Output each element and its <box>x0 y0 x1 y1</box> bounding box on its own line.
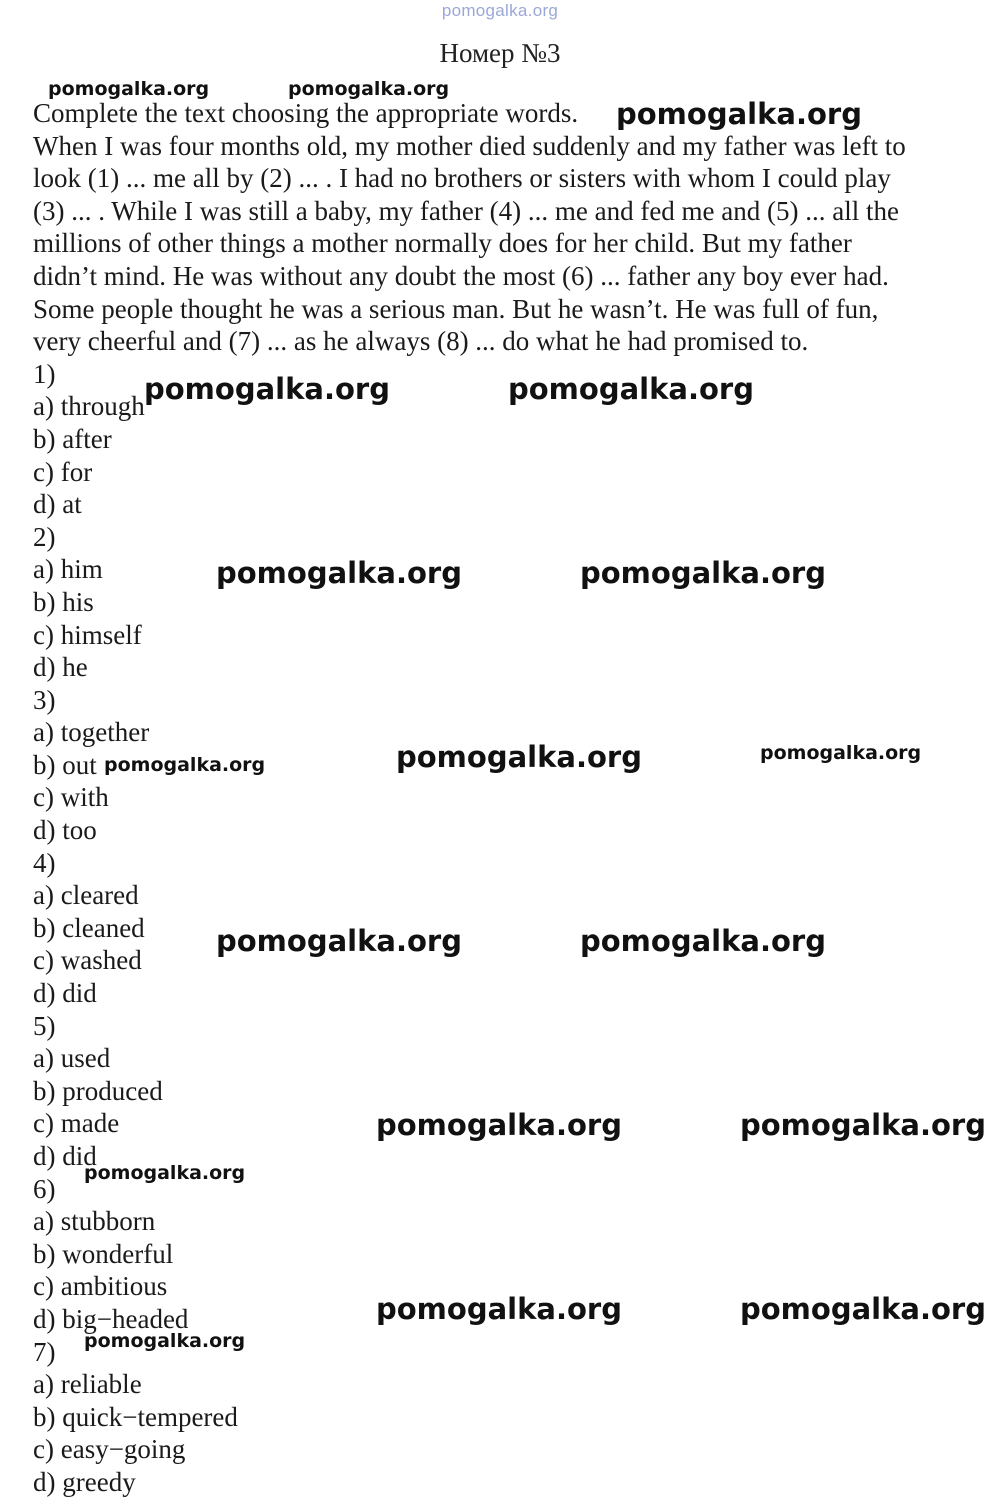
passage-line: very cheerful and (7) ... as he always (8) ... do what he had promised to. <box>33 326 809 357</box>
answer-option: d) did <box>33 978 97 1009</box>
answer-option: b) after <box>33 423 112 454</box>
answer-option: b) out <box>33 749 97 780</box>
question-2 <box>33 521 983 684</box>
answer-option: c) himself <box>33 619 142 650</box>
answer-option: c) ambitious <box>33 1271 168 1302</box>
watermark: pomogalka.org <box>216 556 462 590</box>
watermark: pomogalka.org <box>376 1292 622 1326</box>
question-number: 2) <box>33 521 56 552</box>
answer-option: a) through <box>33 391 145 422</box>
answer-option: b) quick−tempered <box>33 1401 238 1432</box>
passage-line: When I was four months old, my mother died suddenly and my father was left to <box>33 130 906 161</box>
question-7 <box>33 1336 983 1499</box>
question-number: 4) <box>33 847 56 878</box>
passage <box>33 130 983 358</box>
question-number: 1) <box>33 358 56 389</box>
answer-option: a) reliable <box>33 1369 142 1400</box>
answer-option: a) used <box>33 1043 111 1074</box>
watermark: pomogalka.org <box>396 740 642 774</box>
watermark: pomogalka.org <box>84 1330 246 1352</box>
answer-option: b) produced <box>33 1075 163 1106</box>
passage-line: (3) ... . While I was still a baby, my father (4) ... me and fed me and (5) ... all the <box>33 195 899 226</box>
watermark: pomogalka.org <box>740 1108 986 1142</box>
watermark: pomogalka.org <box>216 924 462 958</box>
answer-option: d) he <box>33 652 88 683</box>
answer-option: c) made <box>33 1108 120 1139</box>
answer-option: d) did <box>33 1141 97 1171</box>
question-number: 3) <box>33 684 56 715</box>
watermark: pomogalka.org <box>740 1292 986 1326</box>
watermark: pomogalka.org <box>84 1162 246 1184</box>
watermark: pomogalka.org <box>288 78 450 100</box>
answer-option: a) together <box>33 717 150 748</box>
watermark: pomogalka.org <box>144 372 390 406</box>
answer-option: d) too <box>33 815 97 846</box>
passage-line: Some people thought he was a serious man. But he wasn’t. He was full of fun, <box>33 293 879 324</box>
passage-line: millions of other things a mother normally does for her child. But my father <box>33 228 852 259</box>
question-4 <box>33 847 983 1010</box>
answer-option: c) easy−going <box>33 1434 186 1465</box>
instruction-text: Complete the text choosing the appropriate words. <box>33 98 579 128</box>
watermark: pomogalka.org <box>508 372 754 406</box>
passage-line: didn’t mind. He was without any doubt the most (6) ... father any boy ever had. <box>33 260 889 291</box>
question-number: 7) <box>33 1336 56 1367</box>
answer-option: a) cleared <box>33 880 139 911</box>
question-number: 6) <box>33 1173 56 1204</box>
answer-option: b) wonderful <box>33 1238 174 1269</box>
answer-option: c) washed <box>33 945 142 976</box>
answer-option: a) stubborn <box>33 1206 156 1237</box>
passage-line: look (1) ... me all by (2) ... . I had no brothers or sisters with whom I could play <box>33 163 891 194</box>
answer-option: c) with <box>33 782 109 813</box>
exercise-content <box>33 97 983 1499</box>
watermark: pomogalka.org <box>580 924 826 958</box>
watermark: pomogalka.org <box>760 742 922 764</box>
watermark: pomogalka.org <box>376 1108 622 1142</box>
site-watermark-top: pomogalka.org <box>441 1 559 20</box>
answer-option: d) at <box>33 489 82 520</box>
answer-option: b) cleaned <box>33 912 145 943</box>
answer-option: a) him <box>33 554 103 585</box>
question-number: 5) <box>33 1010 56 1041</box>
answer-option: c) for <box>33 456 93 487</box>
answer-option: d) greedy <box>33 1466 136 1497</box>
watermark: pomogalka.org <box>104 754 266 776</box>
answer-option: d) big−headed <box>33 1303 189 1334</box>
question-5 <box>33 1010 983 1173</box>
watermark: pomogalka.org <box>580 556 826 590</box>
watermark: pomogalka.org <box>48 78 210 100</box>
answer-option: b) his <box>33 586 94 617</box>
watermark: pomogalka.org <box>616 97 862 131</box>
page-title: Номер №3 <box>439 38 561 68</box>
